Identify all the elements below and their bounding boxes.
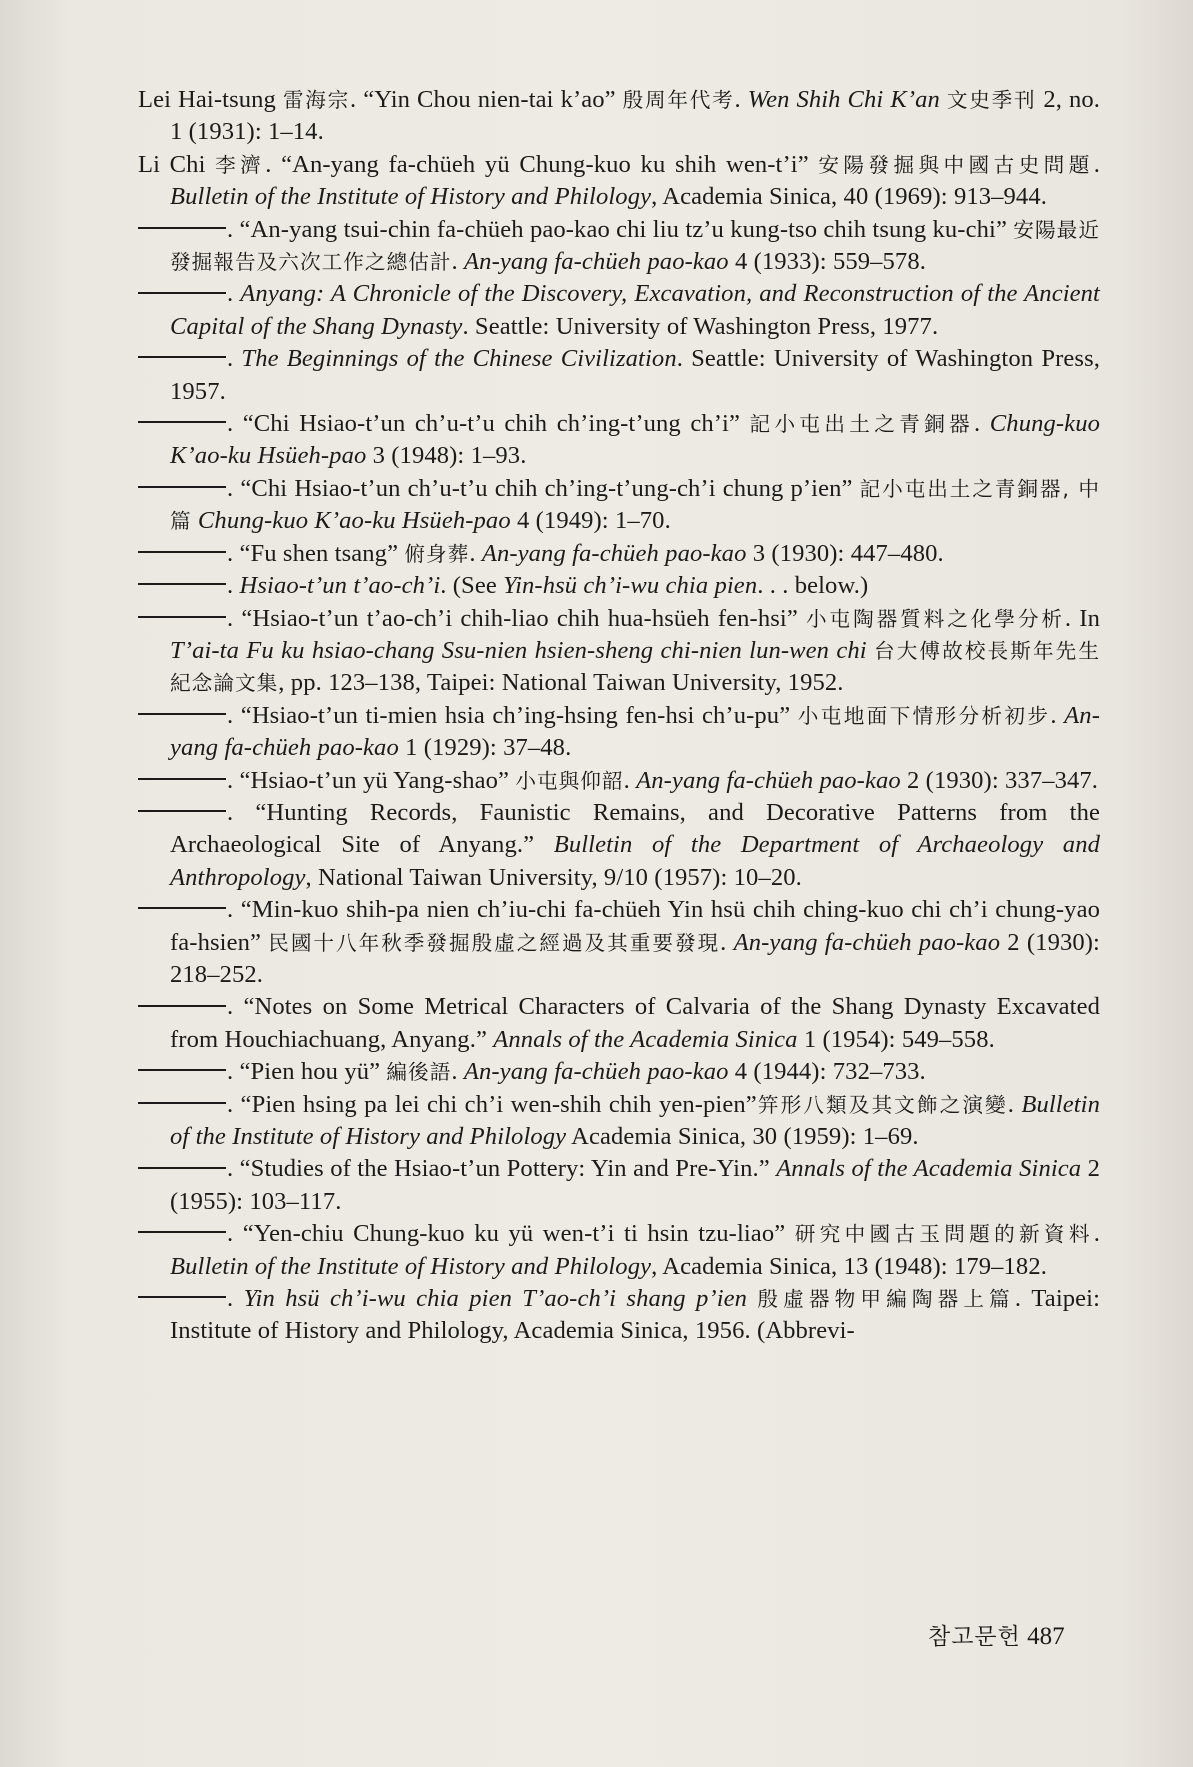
ditto-dash — [138, 907, 226, 909]
ditto-dash — [138, 356, 226, 358]
bibliography-list — [138, 84, 1100, 1348]
bibliography-entry: Li Chi 李濟. “An-yang fa-chüeh yü Chung-kuo ku shih wen-t’i” 安陽發掘與中國古史問題. Bulletin of the Institute of History and Philology, Academia Sinica, 40 (1969): 913–944. — [138, 150, 1100, 211]
ditto-dash — [138, 1069, 226, 1071]
bibliography-entry: . Hsiao-t’un t’ao-ch’i. (See Yin-hsü ch’i-wu chia pien. . . below.) — [138, 570, 1100, 602]
bibliography-entry: . “Fu shen tsang” 俯身葬. An-yang fa-chüeh pao-kao 3 (1930): 447–480. — [138, 538, 1100, 570]
ditto-dash — [138, 1167, 226, 1169]
bibliography-entry: . “Min-kuo shih-pa nien ch’iu-chi fa-chüeh Yin hsü chih ching-kuo chi ch’i chung-yao fa-hsien” 民國十八年秋季發掘殷虛之經過及其重要發現. An-yang fa-chüeh pao-kao 2 (1930): 218–252. — [138, 894, 1100, 991]
bibliography-entry: . Anyang: A Chronicle of the Discovery, Excavation, and Reconstruction of the Ancient Capital of the Shang Dynasty. Seattle: University of Washington Press, 1977. — [138, 278, 1100, 343]
ditto-dash — [138, 227, 226, 229]
ditto-dash — [138, 1231, 226, 1233]
bibliography-entry: . “Chi Hsiao-t’un ch’u-t’u chih ch’ing-t’ung ch’i” 記小屯出土之青銅器. Chung-kuo K’ao-ku Hsüeh-pao 3 (1948): 1–93. — [138, 408, 1100, 473]
bibliography-entry: . “Hsiao-t’un ti-mien hsia ch’ing-hsing fen-hsi ch’u-pu” 小屯地面下情形分析初步. An-yang fa-chüeh pao-kao 1 (1929): 37–48. — [138, 700, 1100, 765]
ditto-dash — [138, 1005, 226, 1007]
ditto-dash — [138, 778, 226, 780]
ditto-dash — [138, 713, 226, 715]
bibliography-entry: . “Hsiao-t’un yü Yang-shao” 小屯與仰韶. An-yang fa-chüeh pao-kao 2 (1930): 337–347. — [138, 765, 1100, 797]
bibliography-entry: . “Pien hsing pa lei chi ch’i wen-shih chih yen-pien”笄形八類及其文飾之演變. Bulletin of the Institute of History and Philology Academia Sinica, 30 (1959): 1–69. — [138, 1089, 1100, 1154]
bibliography-entry: Lei Hai-tsung 雷海宗. “Yin Chou nien-tai k’ao” 殷周年代考. Wen Shih Chi K’an 文史季刊 2, no. 1 (1931): 1–14. — [138, 86, 1100, 146]
bibliography-entry: . “Yen-chiu Chung-kuo ku yü wen-t’i ti hsin tzu-liao” 研究中國古玉問題的新資料. Bulletin of the Institute of History and Philology, Academia Sinica, 13 (1948): 179–182. — [138, 1218, 1100, 1283]
page-number: 487 — [1027, 1623, 1065, 1650]
bibliography-entry: . “Hsiao-t’un t’ao-ch’i chih-liao chih hua-hsüeh fen-hsi” 小屯陶器質料之化學分析. In T’ai-ta Fu ku hsiao-chang Ssu-nien hsien-sheng chi-nien lun-wen chi 台大傅故校長斯年先生紀念論文集, pp. 123–138, Taipei: National Taiwan University, 1952. — [138, 603, 1100, 700]
bibliography-entry: . Yin hsü ch’i-wu chia pien T’ao-ch’i shang p’ien 殷虛器物甲編陶器上篇. Taipei: Institute of History and Philology, Academia Sinica, 1956. (Abbrevi- — [138, 1283, 1100, 1348]
bibliography-entry: . The Beginnings of the Chinese Civilization. Seattle: University of Washington Press, 1957. — [138, 343, 1100, 408]
bibliography-entry: . “Hunting Records, Faunistic Remains, and Decorative Patterns from the Archaeological Site of Anyang.” Bulletin of the Department of Archaeology and Anthropology, National Taiwan University, 9/10 (1957): 10–20. — [138, 797, 1100, 894]
bibliography-entry: . “An-yang tsui-chin fa-chüeh pao-kao chi liu tz’u kung-tso chih tsung ku-chi” 安陽最近發掘報告及六次工作之總估計. An-yang fa-chüeh pao-kao 4 (1933): 559–578. — [138, 214, 1100, 279]
bibliography-entry: . “Notes on Some Metrical Characters of Calvaria of the Shang Dynasty Excavated from Houchiachuang, Anyang.” Annals of the Academia Sinica 1 (1954): 549–558. — [138, 991, 1100, 1056]
ditto-dash — [138, 1296, 226, 1298]
bibliography-entry: . “Pien hou yü” 編後語. An-yang fa-chüeh pao-kao 4 (1944): 732–733. — [138, 1056, 1100, 1088]
ditto-dash — [138, 810, 226, 812]
ditto-dash — [138, 551, 226, 553]
ditto-dash — [138, 292, 226, 294]
ditto-dash — [138, 616, 226, 618]
bibliography-entry: . “Studies of the Hsiao-t’un Pottery: Yin and Pre-Yin.” Annals of the Academia Sinica 2 (1955): 103–117. — [138, 1153, 1100, 1218]
section-label: 참고문헌 — [928, 1624, 1021, 1650]
page-footer — [928, 1618, 1065, 1651]
ditto-dash — [138, 1102, 226, 1104]
ditto-dash — [138, 486, 226, 488]
bibliography-entry: . “Chi Hsiao-t’un ch’u-t’u chih ch’ing-t’ung-ch’i chung p’ien” 記小屯出土之青銅器, 中篇 Chung-kuo K’ao-ku Hsüeh-pao 4 (1949): 1–70. — [138, 473, 1100, 538]
ditto-dash — [138, 583, 226, 585]
ditto-dash — [138, 421, 226, 423]
